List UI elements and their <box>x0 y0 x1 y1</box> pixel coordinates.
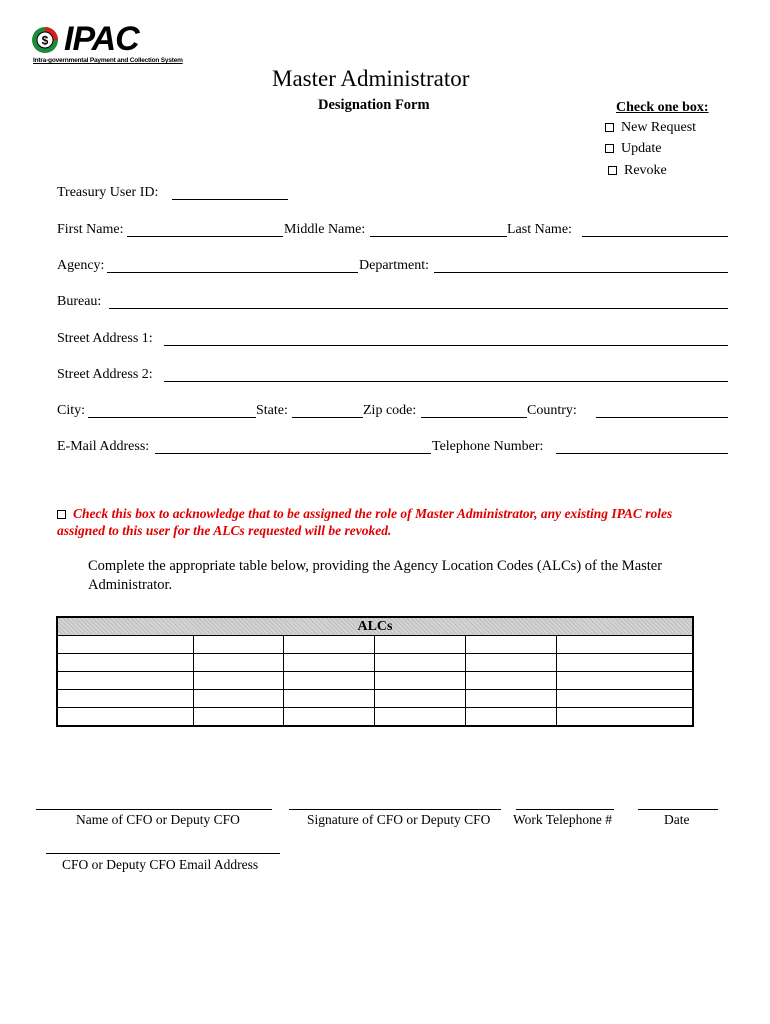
acknowledgement-checkbox[interactable] <box>57 505 707 539</box>
alc-cell[interactable] <box>57 636 193 654</box>
street-address-1-label: Street Address 1: <box>57 331 153 346</box>
first-name-field[interactable] <box>127 236 283 237</box>
city-label: City: <box>57 403 86 418</box>
alc-cell[interactable] <box>465 636 556 654</box>
alc-cell[interactable] <box>375 690 466 708</box>
option-label: New Request <box>621 120 697 135</box>
alc-cell[interactable] <box>57 690 193 708</box>
alc-cell[interactable] <box>465 708 556 727</box>
alc-cell[interactable] <box>284 690 375 708</box>
email-label: E-Mail Address: <box>57 439 150 454</box>
last-name-field[interactable] <box>582 236 728 237</box>
alc-cell[interactable] <box>556 690 693 708</box>
alc-cell[interactable] <box>465 690 556 708</box>
state-field[interactable] <box>292 417 363 418</box>
alc-cell[interactable] <box>57 672 193 690</box>
agency-label: Agency: <box>57 258 105 273</box>
street-address-2-field[interactable] <box>164 381 728 382</box>
middle-name-field[interactable] <box>370 236 507 237</box>
first-name-label: First Name: <box>57 222 124 237</box>
telephone-label: Telephone Number: <box>432 439 544 454</box>
middle-name-label: Middle Name: <box>284 222 366 237</box>
table-row <box>57 708 693 727</box>
alc-cell[interactable] <box>375 636 466 654</box>
checkbox-icon[interactable] <box>57 510 66 519</box>
svg-text:$: $ <box>41 33 49 48</box>
dollar-seal-icon <box>31 26 59 54</box>
cfo-name-field[interactable] <box>36 809 272 810</box>
alc-cell[interactable] <box>556 672 693 690</box>
alc-table-header <box>57 617 693 636</box>
telephone-field[interactable] <box>556 453 728 454</box>
agency-field[interactable] <box>107 272 358 273</box>
work-telephone-field[interactable] <box>516 809 614 810</box>
cfo-signature-label: Signature of CFO or Deputy CFO <box>307 812 491 827</box>
cfo-email-field[interactable] <box>46 853 280 854</box>
alc-cell[interactable] <box>193 708 284 727</box>
option-new-request[interactable] <box>605 120 696 136</box>
alc-cell[interactable] <box>556 708 693 727</box>
alc-table <box>56 616 694 727</box>
logo-wordmark: IPAC <box>64 20 139 58</box>
bureau-label: Bureau: <box>57 294 102 309</box>
alc-cell[interactable] <box>465 654 556 672</box>
treasury-user-id-field[interactable] <box>172 199 288 200</box>
alc-cell[interactable] <box>57 708 193 727</box>
cfo-signature-field[interactable] <box>289 809 501 810</box>
acknowledgement-text: Check this box to acknowledge that to be assigned the role of Master Administrator, any existing IPAC roles assigned to this user for the ALCs requested will be revoked. <box>57 506 673 538</box>
table-row <box>57 636 693 654</box>
department-field[interactable] <box>434 272 728 273</box>
checkbox-icon[interactable] <box>608 166 617 175</box>
table-row <box>57 672 693 690</box>
alc-cell[interactable] <box>284 654 375 672</box>
treasury-user-id-label: Treasury User ID: <box>57 185 159 200</box>
street-address-1-field[interactable] <box>164 345 728 346</box>
alc-table-heading: ALCs <box>57 617 693 636</box>
checkbox-icon[interactable] <box>605 144 614 153</box>
cfo-name-label: Name of CFO or Deputy CFO <box>76 812 240 827</box>
country-label: Country: <box>527 403 577 418</box>
alc-cell[interactable] <box>375 672 466 690</box>
alc-cell[interactable] <box>193 654 284 672</box>
alc-cell[interactable] <box>193 636 284 654</box>
department-label: Department: <box>359 258 429 273</box>
alc-cell[interactable] <box>556 636 693 654</box>
date-label: Date <box>664 812 690 827</box>
work-telephone-label: Work Telephone # <box>513 812 612 827</box>
option-revoke[interactable] <box>608 163 667 179</box>
alc-cell[interactable] <box>375 708 466 727</box>
state-label: State: <box>256 403 288 418</box>
page-subtitle: Designation Form <box>318 97 430 113</box>
option-update[interactable] <box>605 141 661 157</box>
check-one-heading: Check one box: <box>616 100 709 115</box>
alc-cell[interactable] <box>193 690 284 708</box>
alc-cell[interactable] <box>556 654 693 672</box>
option-label: Revoke <box>624 163 667 178</box>
alc-cell[interactable] <box>284 708 375 727</box>
logo-subtitle: Intra-governmental Payment and Collection System <box>33 57 183 64</box>
date-field[interactable] <box>638 809 718 810</box>
checkbox-icon[interactable] <box>605 123 614 132</box>
cfo-email-label: CFO or Deputy CFO Email Address <box>62 857 259 872</box>
table-row <box>57 654 693 672</box>
alc-cell[interactable] <box>193 672 284 690</box>
bureau-field[interactable] <box>109 308 728 309</box>
option-label: Update <box>621 141 662 156</box>
table-row <box>57 690 693 708</box>
alc-cell[interactable] <box>375 654 466 672</box>
zip-code-label: Zip code: <box>363 403 417 418</box>
city-field[interactable] <box>88 417 256 418</box>
zip-code-field[interactable] <box>421 417 527 418</box>
page-title: Master Administrator <box>272 66 470 91</box>
alc-cell[interactable] <box>465 672 556 690</box>
alc-cell[interactable] <box>284 636 375 654</box>
alc-cell[interactable] <box>284 672 375 690</box>
last-name-label: Last Name: <box>507 222 572 237</box>
country-field[interactable] <box>596 417 728 418</box>
alc-cell[interactable] <box>57 654 193 672</box>
email-field[interactable] <box>155 453 431 454</box>
alc-instructions: Complete the appropriate table below, providing the Agency Location Codes (ALCs) of the Master Administrator. <box>88 558 663 593</box>
street-address-2-label: Street Address 2: <box>57 367 153 382</box>
